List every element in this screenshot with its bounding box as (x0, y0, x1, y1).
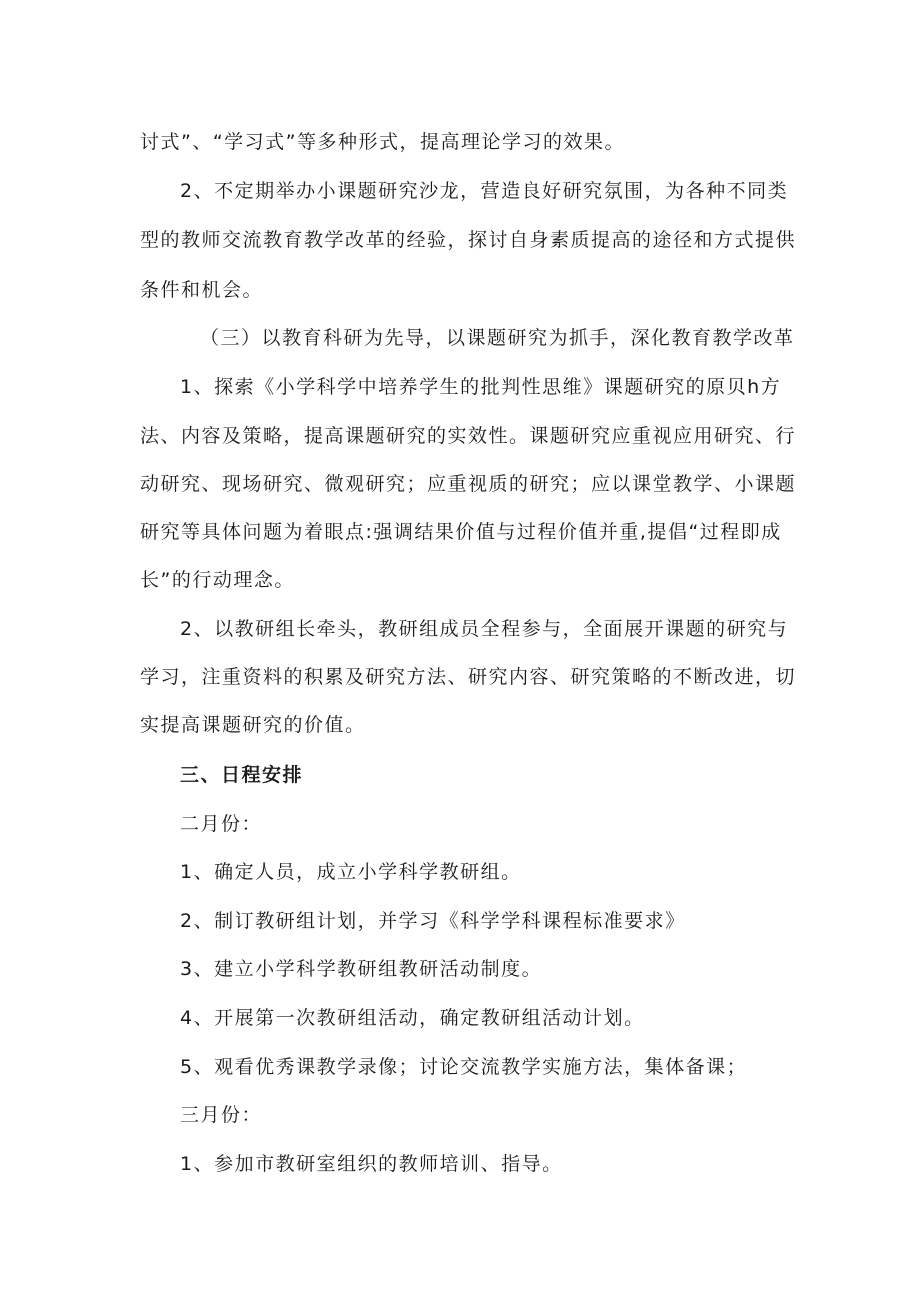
paragraph-line: 1、探索《小学科学中培养学生的批判性思维》课题研究的原贝h方 (180, 376, 782, 398)
list-item: 2、制订教研组计划，并学习《科学学科课程标准要求》 (180, 910, 686, 932)
paragraph-line: 条件和机会。 (140, 279, 264, 301)
paragraph-line: 动研究、现场研究、微观研究；应重视质的研究；应以课堂教学、小课题 (140, 473, 797, 495)
paragraph-line: 学习，注重资料的积累及研究方法、研究内容、研究策略的不断改进，切 (140, 666, 797, 688)
paragraph-line: 型的教师交流教育教学改革的经验，探讨自身素质提高的途径和方式提供 (140, 229, 797, 251)
list-item: 3、建立小学科学教研组教研活动制度。 (180, 958, 543, 980)
paragraph-line: 法、内容及策略，提高课题研究的实效性。课题研究应重视应用研究、行 (140, 425, 797, 447)
list-item: 1、确定人员，成立小学科学教研组。 (180, 861, 522, 883)
paragraph-line: 2、不定期举办小课题研究沙龙，营造良好研究氛围，为各种不同类 (180, 180, 789, 202)
list-item: 4、开展第一次教研组活动，确定教研组活动计划。 (180, 1007, 645, 1029)
paragraph-line: 讨式”、“学习式”等多种形式，提高理论学习的效果。 (140, 131, 626, 153)
section-heading: 三、日程安排 (180, 764, 304, 786)
paragraph-line: 2、以教研组长牵头，教研组成员全程参与，全面展开课题的研究与 (180, 618, 789, 640)
month-heading: 三月份： (180, 1104, 263, 1126)
paragraph-line: 长”的行动理念。 (140, 569, 295, 591)
list-item: 5、观看优秀课教学录像；讨论交流教学实施方法，集体备课； (180, 1056, 748, 1078)
paragraph-line: 研究等具体问题为着眼点:强调结果价值与过程价值并重,提倡“过程即成 (140, 521, 782, 543)
section-subheading: （三）以教育科研为先导，以课题研究为抓手，深化教育教学改革 (200, 327, 795, 349)
list-item: 1、参加市教研室组织的教师培训、指导。 (180, 1153, 563, 1175)
month-heading: 二月份： (180, 813, 263, 835)
paragraph-line: 实提高课题研究的价值。 (140, 714, 366, 736)
